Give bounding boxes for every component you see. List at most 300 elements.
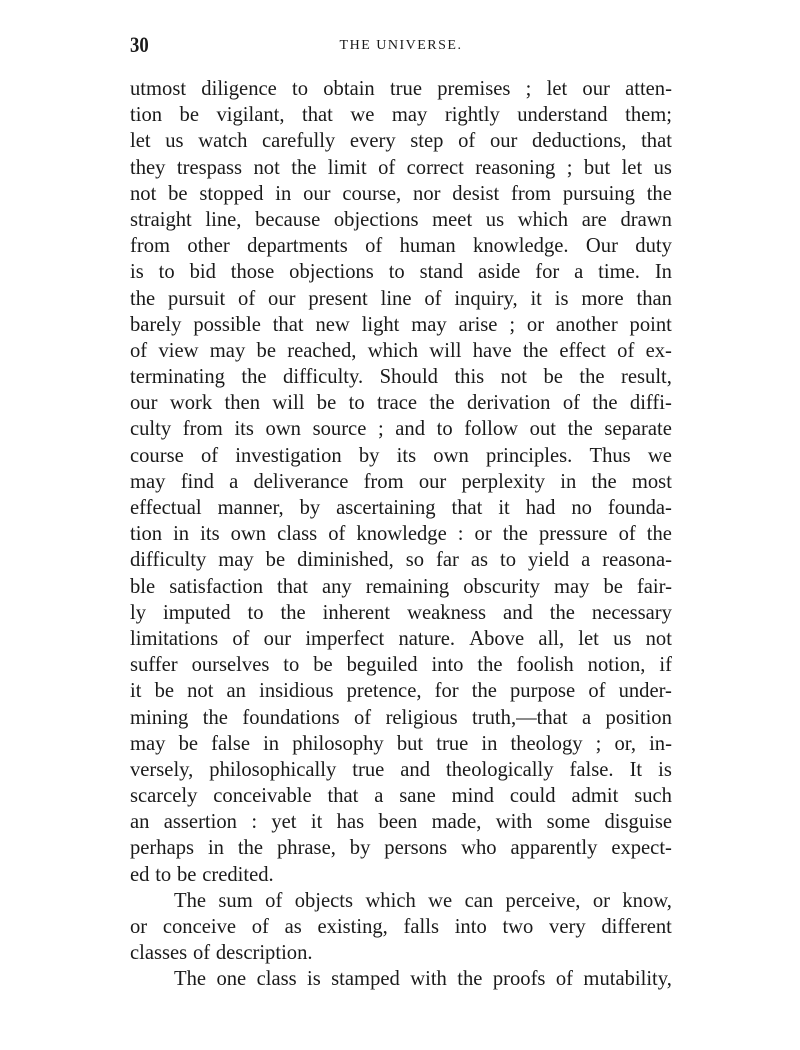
word: it [310, 811, 323, 834]
word: drawn [620, 208, 672, 231]
word: scarcely [130, 785, 198, 808]
word: the [646, 523, 672, 546]
word: phrase, [276, 837, 336, 860]
word: expect- [611, 837, 672, 860]
word: another [555, 313, 618, 336]
word: not [187, 680, 214, 703]
word: new [315, 313, 350, 336]
word: any [321, 575, 352, 598]
word: for [535, 261, 560, 284]
word: a [374, 785, 384, 808]
word: to [155, 863, 172, 886]
word: stand [419, 261, 464, 284]
word: we [647, 444, 672, 467]
page-number: 30 [130, 32, 149, 57]
text-line [130, 102, 672, 128]
text-line [130, 757, 672, 783]
word: it [130, 680, 142, 703]
word: to [348, 392, 365, 415]
word: duty [635, 235, 672, 258]
word: ascertaining [336, 497, 436, 519]
word: versely, [130, 758, 194, 781]
word: description. [215, 942, 313, 965]
word: us [485, 208, 505, 231]
word: of [130, 339, 148, 362]
word: stamped [331, 968, 400, 991]
word: its [396, 444, 417, 467]
word: ; [525, 78, 532, 100]
word: theologically [446, 758, 554, 781]
word: of [562, 392, 580, 415]
word: separate [604, 418, 672, 441]
word: the [549, 601, 575, 624]
word: class [277, 523, 318, 546]
word: point [629, 313, 672, 336]
word: class [256, 968, 297, 991]
word: own [230, 523, 267, 546]
word: view [158, 339, 199, 362]
word: be [154, 680, 174, 703]
word: ; [595, 732, 602, 755]
word: foolish [516, 654, 574, 677]
word: of [192, 942, 211, 965]
word: true [436, 732, 469, 755]
word: weakness [407, 601, 487, 624]
text-line [130, 233, 672, 259]
word: or [474, 523, 492, 546]
word: pretence, [346, 680, 422, 703]
word: ; [566, 156, 573, 179]
word: the [457, 968, 483, 991]
word: atten- [625, 78, 672, 100]
word: understand [517, 104, 608, 127]
word: barely [130, 313, 182, 336]
word: present [308, 287, 368, 310]
text-line [130, 966, 672, 992]
word: vigilant, [216, 104, 285, 127]
word: knowledge. [473, 235, 569, 258]
word: ly [130, 601, 147, 624]
word: necessary [591, 601, 672, 624]
word: the [522, 339, 549, 362]
word: be [177, 863, 197, 886]
word: the [502, 523, 528, 546]
word: out [529, 418, 556, 441]
word: of [555, 968, 574, 991]
word: be [316, 392, 337, 415]
word: ; [509, 313, 516, 336]
word: position [605, 706, 672, 729]
word: to [292, 78, 309, 100]
word: proofs [492, 968, 546, 991]
word: own [433, 444, 469, 467]
word: the [646, 182, 672, 205]
word: of [251, 916, 269, 938]
word: derivation [466, 392, 551, 415]
word: possible [193, 313, 261, 336]
word: be [603, 575, 623, 598]
word: sum [218, 889, 253, 912]
word: be [543, 366, 563, 389]
word: line [380, 287, 412, 310]
word: but [583, 156, 611, 179]
word: obtain [323, 78, 375, 100]
word: us [653, 156, 672, 179]
word: conceivable [213, 785, 312, 808]
word: us [613, 627, 632, 650]
text-line [130, 835, 672, 861]
word: will [429, 339, 462, 362]
text-line [130, 312, 672, 338]
word: so [405, 549, 425, 572]
word: been [378, 811, 418, 834]
word: in [481, 732, 498, 755]
word: more [581, 287, 624, 310]
word: investigation [235, 444, 342, 467]
word: step [410, 130, 444, 153]
word: may [391, 104, 428, 127]
word: us [165, 130, 184, 153]
word: In [654, 261, 672, 284]
word: imperfect [305, 627, 385, 650]
word: of [617, 339, 635, 362]
text-line [130, 364, 672, 390]
word: reasona- [602, 549, 672, 572]
word: deductions, [532, 130, 627, 153]
word: in [275, 182, 292, 205]
text-line [130, 888, 672, 914]
text-line [130, 155, 672, 181]
word: which [517, 208, 569, 231]
word: or [592, 889, 610, 912]
word: of [328, 523, 346, 546]
word: aside [478, 261, 521, 284]
word: line, [205, 208, 242, 231]
word: the [591, 470, 617, 493]
word: that [451, 497, 483, 519]
word: we [428, 889, 453, 912]
word: satisfaction [169, 575, 263, 598]
word: of [232, 627, 250, 650]
text-line [130, 469, 672, 495]
word: reasoning [475, 156, 556, 179]
word: ; [377, 418, 384, 441]
word: a [581, 549, 591, 572]
word: not [645, 627, 672, 650]
word: may [553, 575, 590, 598]
word: The [174, 968, 207, 991]
word: foundations [242, 706, 340, 729]
text-line [130, 705, 672, 731]
word: some [546, 811, 591, 834]
text-line [130, 678, 672, 704]
word: manner, [217, 497, 284, 519]
word: existing, [317, 916, 388, 938]
word: in [173, 523, 190, 546]
word: than [636, 287, 672, 310]
word: as [470, 549, 488, 572]
word: our [303, 182, 331, 205]
word: not [130, 182, 157, 205]
word: beguiled [346, 654, 418, 677]
word: : [251, 811, 258, 834]
word: very [549, 916, 586, 938]
word: let [130, 130, 151, 153]
word: objects [294, 889, 354, 912]
text-line [130, 783, 672, 809]
word: effectual [130, 497, 202, 519]
word: carefully [262, 130, 336, 153]
text-line [130, 443, 672, 469]
word: that [641, 130, 672, 153]
word: that [302, 104, 333, 127]
text-line [130, 128, 672, 154]
word: we [350, 104, 375, 127]
word: or, [614, 732, 636, 755]
word: them; [625, 104, 672, 127]
word: let [578, 627, 599, 650]
word: tion [130, 104, 163, 127]
word: the [477, 654, 503, 677]
page-header [130, 30, 672, 64]
word: every [349, 130, 396, 153]
word: be [313, 654, 333, 677]
text-line [130, 809, 672, 835]
word: false [211, 732, 250, 755]
word: of [200, 444, 219, 467]
text-line [130, 338, 672, 364]
word: mind [451, 785, 494, 808]
word: let [621, 156, 643, 179]
word: false. [569, 758, 614, 781]
word: falls [403, 916, 439, 938]
word: deliverance [253, 470, 349, 493]
word: arise [458, 313, 498, 336]
word: will [272, 392, 305, 415]
word: an [226, 680, 246, 703]
word: yet [271, 811, 297, 834]
word: straight [130, 208, 192, 231]
word: they [130, 156, 166, 179]
word: the [280, 601, 306, 624]
text-line [130, 547, 672, 573]
word: know, [622, 889, 672, 912]
word: diffi- [629, 392, 672, 415]
word: fair- [636, 575, 672, 598]
word: is [130, 261, 144, 284]
word: work [169, 392, 213, 415]
word: knowledge [356, 523, 447, 546]
word: ourselves [191, 654, 270, 677]
word: may [411, 313, 447, 336]
word: our [582, 78, 610, 100]
word: source [312, 418, 367, 441]
word: trespass [176, 156, 243, 179]
word: nor [413, 182, 441, 205]
word: in [560, 470, 577, 493]
word: : [457, 523, 464, 546]
word: our [130, 392, 158, 415]
word: two [502, 916, 534, 938]
word: can [464, 889, 494, 912]
word: the [202, 706, 228, 729]
word: pressure [538, 523, 608, 546]
word: utmost [130, 78, 187, 100]
word: be [178, 732, 198, 755]
word: classes [130, 942, 188, 965]
word: conceive [162, 916, 237, 938]
word: as [284, 916, 302, 938]
word: reached, [287, 339, 357, 362]
word: philosophically [209, 758, 337, 781]
word: meet [432, 208, 473, 231]
word: ex- [645, 339, 672, 362]
word: but [396, 732, 424, 755]
word: purpose [510, 680, 576, 703]
word: which [365, 889, 416, 912]
word: human [399, 235, 456, 258]
word: with [410, 968, 447, 991]
word: Our [585, 235, 618, 258]
word: suffer [130, 654, 178, 677]
word: The [174, 889, 207, 912]
word: may [218, 549, 254, 572]
word: mutability, [583, 968, 672, 991]
word: of [618, 523, 636, 546]
word: that [327, 785, 359, 808]
word: to [283, 654, 300, 677]
word: be [256, 339, 276, 362]
running-title: THE UNIVERSE. [339, 38, 463, 53]
word: if [659, 654, 672, 677]
body-text [130, 76, 672, 993]
word: of [265, 889, 283, 912]
word: it [530, 287, 542, 310]
word: Above [469, 627, 525, 650]
word: a [229, 470, 239, 493]
word: Thus [589, 444, 631, 467]
word: has [336, 811, 365, 834]
word: difficulty [130, 549, 207, 572]
word: of [588, 680, 606, 703]
word: to [158, 261, 175, 284]
word: the [241, 366, 267, 389]
word: then [224, 392, 260, 415]
word: desist [452, 182, 500, 205]
word: from [130, 235, 171, 258]
word: our [263, 627, 292, 650]
word: and [503, 601, 533, 624]
word: the [567, 418, 593, 441]
word: such [634, 785, 672, 808]
word: for [434, 680, 459, 703]
word: could [509, 785, 556, 808]
word: effect [559, 339, 606, 362]
book-page [130, 30, 672, 993]
word: ed [130, 863, 150, 886]
word: perceive, [505, 889, 581, 912]
word: correct [406, 156, 464, 179]
word: of [378, 156, 396, 179]
text-line [130, 600, 672, 626]
word: inquiry, [454, 287, 518, 310]
word: and [395, 418, 426, 441]
word: imputed [163, 601, 231, 624]
word: or [526, 313, 545, 336]
text-line [130, 76, 672, 102]
word: assertion [163, 811, 237, 834]
word: truth,—that [472, 706, 568, 729]
word: are [581, 208, 607, 231]
word: the [471, 680, 497, 703]
word: pursuing [562, 182, 635, 205]
word: is [307, 968, 321, 991]
word: no [571, 497, 592, 519]
text-line [130, 914, 672, 940]
word: pursuit [168, 287, 226, 310]
word: the [592, 392, 618, 415]
word: limit [327, 156, 367, 179]
word: have [472, 339, 512, 362]
word: or [130, 916, 148, 938]
text-line [130, 652, 672, 678]
word: religious [385, 706, 458, 729]
word: difficulty. [283, 366, 364, 389]
text-line [130, 207, 672, 233]
text-line [130, 495, 672, 521]
word: all, [538, 627, 565, 650]
word: be [265, 549, 286, 572]
word: bid [189, 261, 216, 284]
word: other [187, 235, 230, 258]
word: notion, [587, 654, 646, 677]
word: sane [399, 785, 436, 808]
word: limitations [130, 627, 219, 650]
text-line [130, 862, 672, 888]
word: founda- [607, 497, 672, 519]
word: of [354, 706, 372, 729]
word: own [265, 418, 301, 441]
word: the [237, 837, 264, 860]
word: objections [289, 261, 374, 284]
word: of [238, 287, 256, 310]
word: from [510, 182, 552, 205]
word: true [352, 758, 385, 781]
word: remaining [365, 575, 450, 598]
word: and [400, 758, 431, 781]
word: persons [384, 837, 448, 860]
word: stopped [199, 182, 264, 205]
text-line [130, 940, 672, 966]
text-line [130, 181, 672, 207]
word: under- [618, 680, 672, 703]
word: in- [649, 732, 672, 755]
word: light [361, 313, 400, 336]
word: yield [527, 549, 570, 572]
word: diminished, [297, 549, 394, 572]
word: its [234, 418, 254, 441]
word: insidious [259, 680, 334, 703]
text-line [130, 731, 672, 757]
word: because [255, 208, 321, 231]
word: course [130, 444, 184, 467]
word: into [454, 916, 487, 938]
word: in [207, 837, 224, 860]
text-line [130, 259, 672, 285]
word: ble [130, 575, 156, 598]
word: rightly [444, 104, 500, 127]
word: be [168, 182, 188, 205]
